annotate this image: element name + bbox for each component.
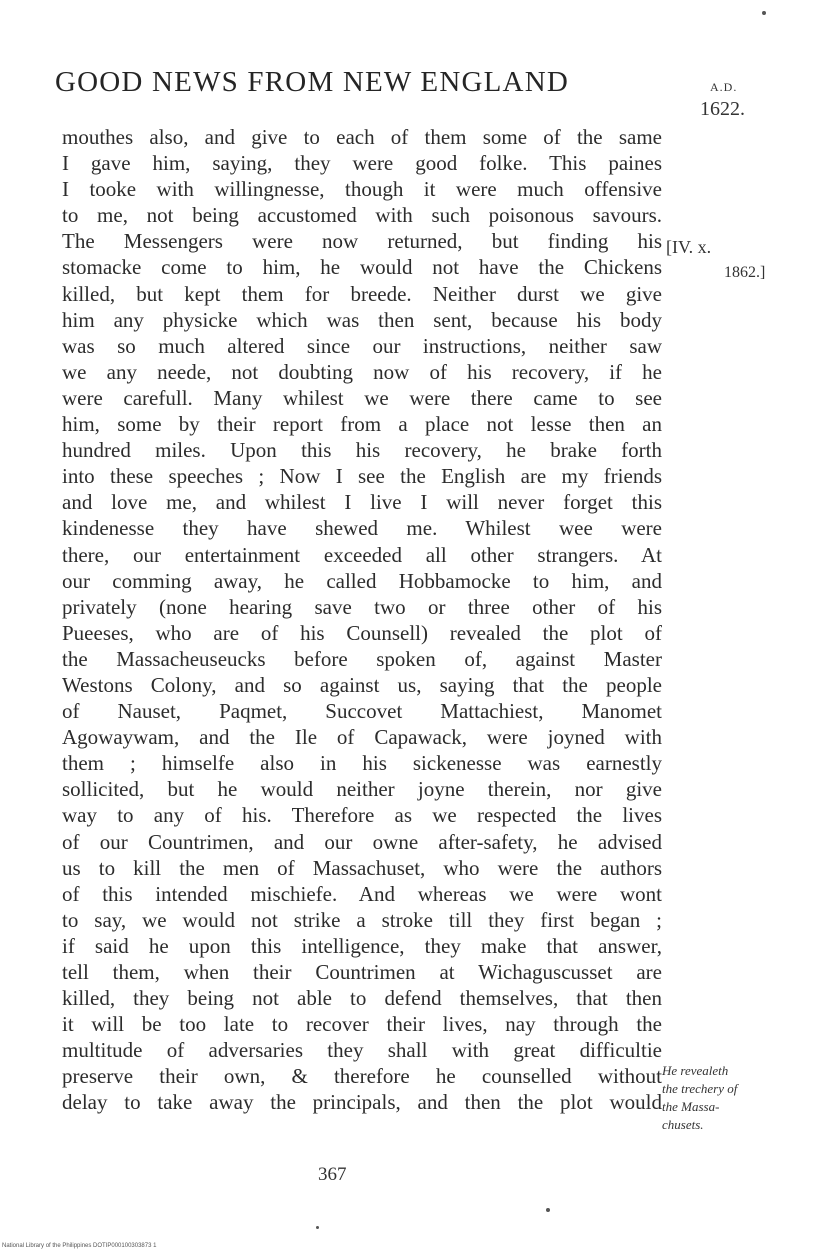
running-title: GOOD NEWS FROM NEW ENGLAND xyxy=(55,66,569,98)
body-text xyxy=(62,124,662,1116)
text-line: the Massacheuseucks before spoken of, against Master xyxy=(62,646,662,671)
text-line: us to kill the men of Massachuset, who were the authors xyxy=(62,855,662,880)
text-line: them ; himselfe also in his sickenesse was earnestly xyxy=(62,751,662,776)
text-line: our comming away, he called Hobbamocke to him, and xyxy=(62,568,662,593)
side-note-line: chusets. xyxy=(662,1117,704,1132)
text-line: tell them, when their Countrimen at Wichaguscusset are xyxy=(62,960,662,984)
text-line: way to any of his. Therefore as we respected the lives xyxy=(62,803,662,828)
margin-reference-line-2: 1862.] xyxy=(724,264,766,281)
text-line: killed, but kept them for breede. Neither durst we give xyxy=(62,281,662,306)
text-line: Pueeses, who are of his Counsell) revealed the plot of xyxy=(62,620,662,645)
text-line: to say, we would not strike a stroke till they first began ; xyxy=(62,907,662,932)
text-line: were carefull. Many whilest we were there came to see xyxy=(62,385,662,410)
text-line: was so much altered since our instructions, neither saw xyxy=(62,333,662,358)
margin-reference xyxy=(666,234,765,286)
side-note-line: the trechery of xyxy=(662,1081,738,1096)
page-number: 367 xyxy=(318,1164,347,1185)
footer-credit: National Library of the Philippines DOTIP000100303873 1 xyxy=(2,1243,157,1249)
text-line: The Messengers were now returned, but finding his xyxy=(62,229,662,254)
text-line: delay to take away the principals, and then the plot would xyxy=(62,1090,662,1115)
text-line: multitude of adversaries they shall with great difficultie xyxy=(62,1038,662,1063)
side-note-line: He revealeth xyxy=(662,1063,729,1078)
text-line: Agowaywam, and the Ile of Capawack, were joyned with xyxy=(62,725,662,750)
speck xyxy=(546,1208,550,1212)
text-line: privately (none hearing save two or three other of his xyxy=(62,594,662,619)
text-line: to me, not being accustomed with such poisonous savours. xyxy=(62,203,662,228)
text-line: of this intended mischiefe. And whereas we were wont xyxy=(62,881,662,906)
margin-reference-line-1: [IV. x. xyxy=(666,237,712,257)
text-line: there, our entertainment exceeded all other strangers. At xyxy=(62,542,662,567)
text-line: of Nauset, Paqmet, Succovet Mattachiest, Manomet xyxy=(62,699,662,724)
text-line: if said he upon this intelligence, they make that answer, xyxy=(62,933,662,958)
year: 1622. xyxy=(700,98,745,120)
text-line: Westons Colony, and so against us, saying that the people xyxy=(62,672,662,697)
year-label: A.D. xyxy=(710,80,738,94)
text-line: mouthes also, and give to each of them some of the same xyxy=(62,125,662,149)
side-note xyxy=(662,1062,792,1134)
text-line: hundred miles. Upon this his recovery, he brake forth xyxy=(62,438,662,463)
text-line: I gave him, saying, they were good folke. This paines xyxy=(62,151,662,176)
text-line: we any neede, not doubting now of his recovery, if he xyxy=(62,359,662,384)
text-line: killed, they being not able to defend themselves, that then xyxy=(62,986,662,1011)
text-line: of our Countrimen, and our owne after-safety, he advised xyxy=(62,829,662,854)
text-line: him, some by their report from a place not lesse then an xyxy=(62,412,662,437)
speck xyxy=(316,1226,319,1229)
text-line: him any physicke which was then sent, because his body xyxy=(62,307,662,332)
text-line: I tooke with willingnesse, though it were much offensive xyxy=(62,177,662,202)
text-line: and love me, and whilest I live I will never forget this xyxy=(62,490,662,515)
text-line: into these speeches ; Now I see the English are my friends xyxy=(62,464,662,489)
text-line: preserve their own, & therefore he counselled without xyxy=(62,1064,662,1089)
text-line: stomacke come to him, he would not have the Chickens xyxy=(62,255,662,280)
speck xyxy=(762,11,766,15)
side-note-line: the Massa- xyxy=(662,1099,720,1114)
text-line: sollicited, but he would neither joyne therein, nor give xyxy=(62,777,662,802)
text-line: kindenesse they have shewed me. Whilest wee were xyxy=(62,516,662,541)
text-line: it will be too late to recover their lives, nay through the xyxy=(62,1012,662,1037)
